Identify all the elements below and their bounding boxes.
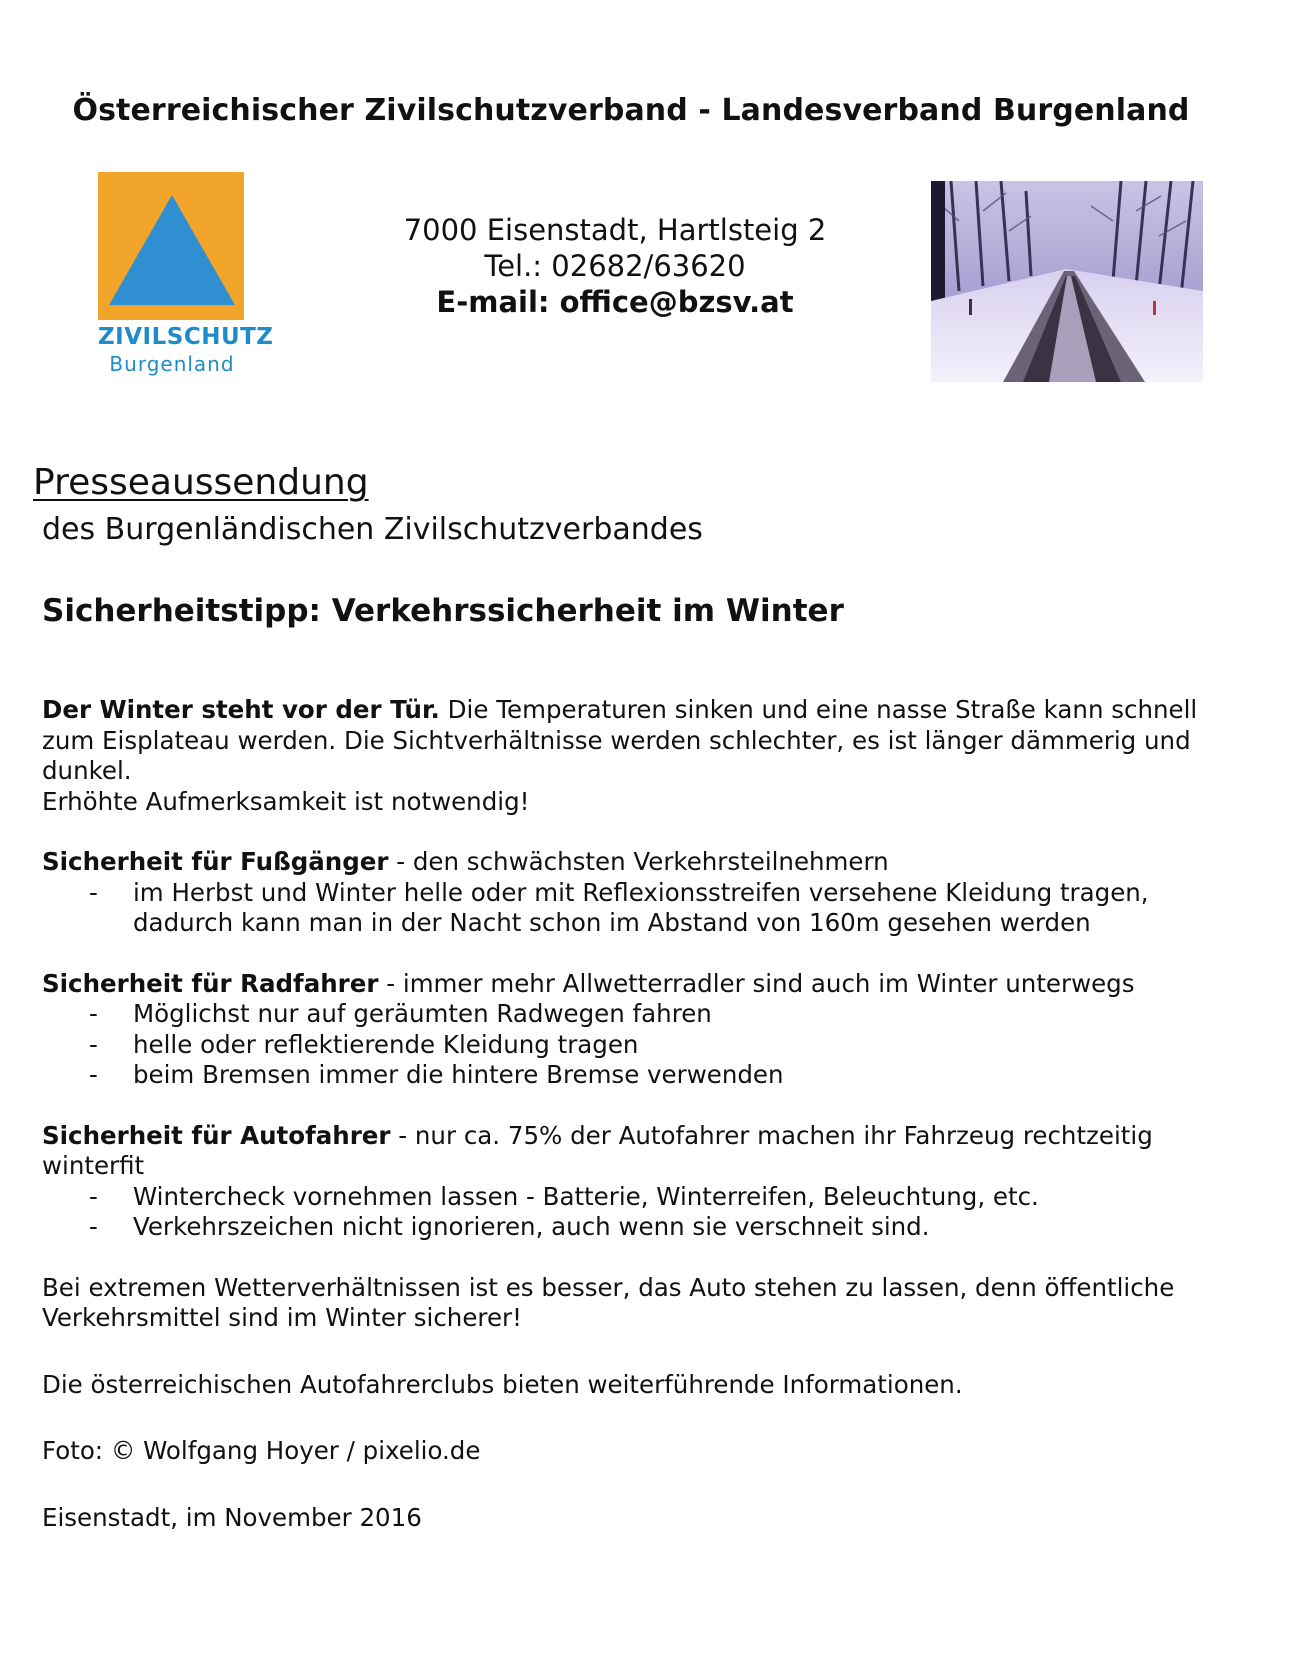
section-pedestrians [42, 847, 1212, 878]
section-text: - nur ca. 75% der Autofahrer machen ihr Fahrzeug rechtzeitig winterfit [42, 1120, 1153, 1180]
email: E-mail: office@bzsv.at [436, 285, 794, 319]
intro-bold: Der Winter steht vor der Tür. [42, 695, 440, 724]
press-release-title: Presseaussendung [33, 462, 369, 503]
list-item: - Verkehrszeichen nicht ignorieren, auch wenn sie verschneit sind. [42, 1212, 1212, 1243]
list-item: - beim Bremsen immer die hintere Bremse verwenden [42, 1060, 1212, 1091]
photo-credit: Foto: © Wolfgang Hoyer / pixelio.de [42, 1436, 481, 1465]
contact-block [320, 212, 910, 320]
list-item: - Wintercheck vornehmen lassen - Batterie, Winterreifen, Beleuchtung, etc. [42, 1182, 1212, 1213]
org-title: Österreichischer Zivilschutzverband - Landesverband Burgenland [72, 93, 1190, 128]
intro-line2: Erhöhte Aufmerksamkeit ist notwendig! [42, 786, 530, 816]
pedestrian-list [42, 878, 1212, 939]
place-date: Eisenstadt, im November 2016 [42, 1502, 422, 1532]
section-title: Sicherheit für Fußgänger [42, 847, 389, 876]
cyclist-list [42, 999, 1212, 1091]
list-item: - im Herbst und Winter helle oder mit Reflexionsstreifen versehene Kleidung tragen, dadurch kann man in der Nacht schon im Abstand von 160m gesehen werden [42, 878, 1212, 939]
intro-paragraph [42, 695, 1212, 787]
zivilschutz-logo [98, 172, 274, 382]
section-text: - immer mehr Allwetterradler sind auch im Winter unterwegs [378, 968, 1135, 998]
closing-paragraph: Bei extremen Wetterverhältnissen ist es besser, das Auto stehen zu lassen, denn öffentliche Verkehrsmittel sind im Winter sicherer! [42, 1272, 1175, 1332]
list-item: - Möglichst nur auf geräumten Radwegen fahren [42, 999, 1212, 1030]
driver-list [42, 1182, 1212, 1243]
section-drivers [42, 1121, 1212, 1182]
phone: Tel.: 02682/63620 [484, 249, 746, 283]
list-item: - helle oder reflektierende Kleidung tragen [42, 1030, 1212, 1061]
section-title: Sicherheit für Autofahrer [42, 1120, 391, 1150]
triangle-icon [109, 195, 235, 305]
headline: Sicherheitstipp: Verkehrssicherheit im Winter [42, 593, 844, 629]
press-release-subtitle: des Burgenländischen Zivilschutzverbandes [42, 512, 703, 547]
clubs-paragraph: Die österreichischen Autofahrerclubs bieten weiterführende Informationen. [42, 1369, 963, 1399]
logo-text-line2: Burgenland [109, 352, 235, 376]
section-text: - den schwächsten Verkehrsteilnehmern [388, 847, 889, 876]
section-title: Sicherheit für Radfahrer [42, 968, 379, 998]
article-body [42, 695, 1212, 1533]
logo-text-line1: ZIVILSCHUTZ [98, 324, 274, 350]
intro-text: Die Temperaturen sinken und eine nasse Straße kann schnell zum Eisplateau werden. Die Sichtverhältnisse werden schlechter, es ist länger dämmerig und dunkel. [42, 695, 1198, 785]
address: 7000 Eisenstadt, Hartlsteig 2 [403, 213, 827, 247]
section-cyclists [42, 969, 1212, 1000]
winter-road-photo [931, 181, 1203, 382]
